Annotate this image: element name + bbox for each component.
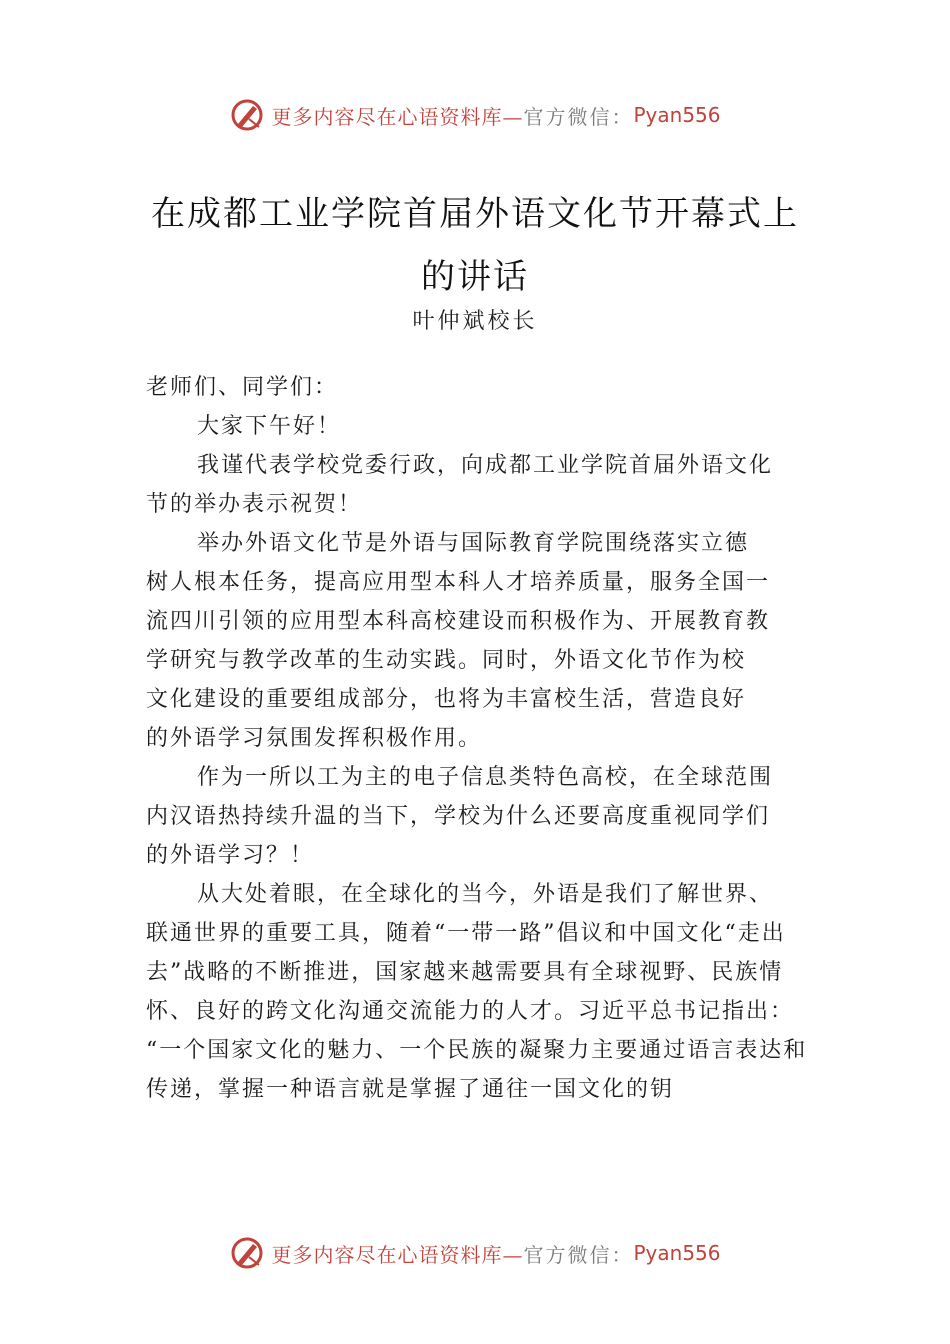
body-line: 学研究与教学改革的生动实践。同时，外语文化节作为校: [146, 648, 747, 673]
pen-circle-logo-icon: [229, 1235, 265, 1271]
body-line: 联通世界的重要工具，随着“一带一路”倡议和中国文化“走出: [146, 921, 786, 946]
document-title-line-1: 在成都工业学院首届外语文化节开幕式上: [151, 194, 799, 234]
body-line: 的外语学习氛围发挥积极作用。: [146, 726, 483, 751]
document-body: [146, 368, 826, 1109]
pen-circle-logo-icon: [229, 97, 265, 133]
watermark-banner-bottom: [0, 1233, 950, 1273]
watermark-slogan: 更多内容尽在心语资料库—: [271, 104, 524, 129]
document-author: 叶仲斌校长: [412, 309, 538, 334]
body-line: 传递，掌握一种语言就是掌握了通往一国文化的钥: [146, 1077, 675, 1102]
body-line: “一个国家文化的魅力、一个民族的凝聚力主要通过语言表达和: [146, 1038, 808, 1063]
watermark-wechat-label: 官方微信：: [523, 104, 634, 129]
body-line: 内汉语热持续升温的当下，学校为什么还要高度重视同学们: [146, 804, 771, 829]
body-line: 大家下午好！: [197, 414, 342, 439]
body-line: 我谨代表学校党委行政，向成都工业学院首届外语文化: [197, 453, 774, 478]
body-line: 从大处着眼，在全球化的当今，外语是我们了解世界、: [197, 882, 774, 907]
body-line: 举办外语文化节是外语与国际教育学院围绕落实立德: [197, 531, 750, 556]
watermark-wechat-id: Pyan556: [633, 103, 721, 127]
body-line: 文化建设的重要组成部分，也将为丰富校生活，营造良好: [146, 687, 747, 712]
body-line: 老师们、同学们：: [146, 375, 339, 400]
body-line: 的外语学习？！: [146, 843, 315, 868]
document-title-line-2: 的讲话: [421, 257, 529, 297]
watermark-slogan: 更多内容尽在心语资料库—: [271, 1242, 524, 1267]
body-line: 节的举办表示祝贺！: [146, 492, 363, 517]
body-line: 去”战略的不断推进，国家越来越需要具有全球视野、民族情: [146, 960, 784, 985]
watermark-wechat-id: Pyan556: [633, 1241, 721, 1265]
body-line: 作为一所以工为主的电子信息类特色高校，在全球范围: [197, 765, 774, 790]
body-line: 怀、良好的跨文化沟通交流能力的人才。习近平总书记指出：: [146, 999, 795, 1024]
watermark-wechat-label: 官方微信：: [523, 1242, 634, 1267]
body-line: 流四川引领的应用型本科高校建设而积极作为、开展教育教: [146, 609, 771, 634]
watermark-banner-top: [0, 95, 950, 135]
body-line: 树人根本任务，提高应用型本科人才培养质量，服务全国一: [146, 570, 771, 595]
